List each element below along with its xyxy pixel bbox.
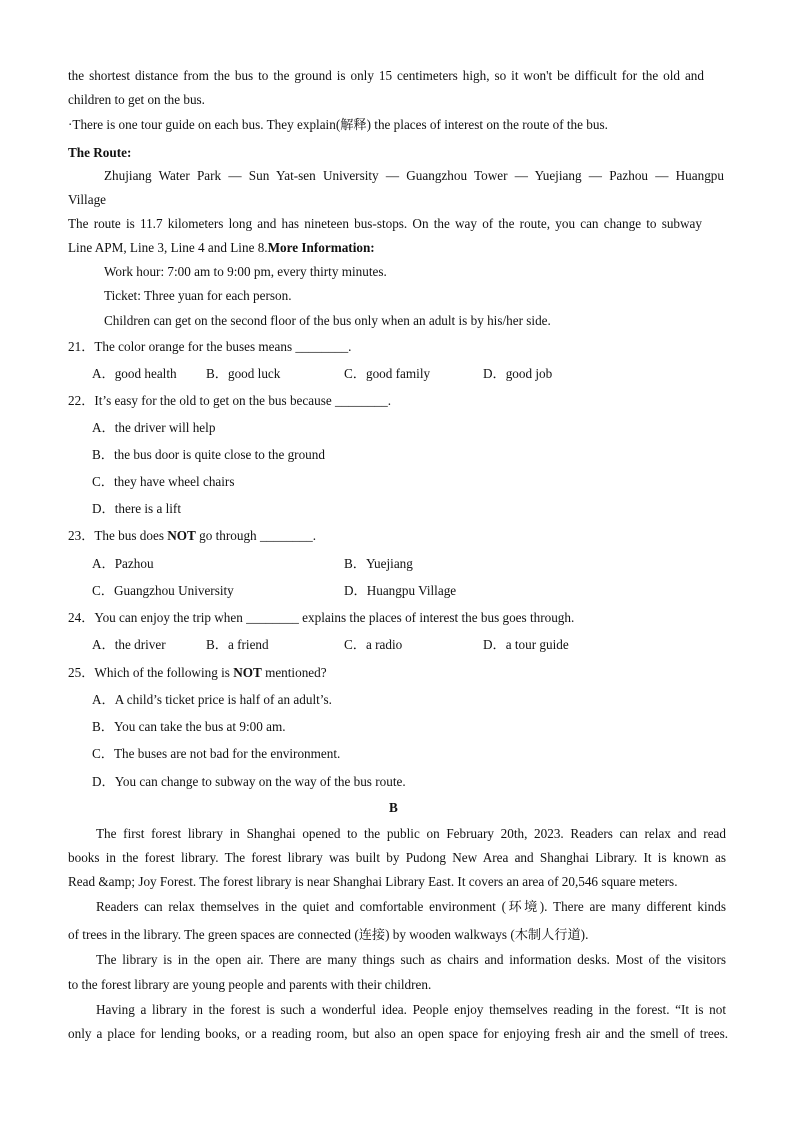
route-info: The route is 11.7 kilometers long and has nineteen bus-stops. On the way of the route, you can change to subway	[68, 216, 702, 231]
question-22: 22．It’s easy for the old to get on the bus because ________.	[68, 393, 392, 408]
option: B．You can take the bus at 9:00 am.	[92, 719, 286, 734]
route-stops-end: Village	[68, 192, 107, 207]
option: C．a radio	[344, 637, 403, 652]
question-23: 23．The bus does NOT go through ________.	[68, 528, 316, 543]
option: B．good luck	[206, 366, 281, 381]
option: A．the driver	[92, 637, 166, 652]
option: C．Guangzhou University	[92, 583, 234, 598]
option: D．You can change to subway on the way of the bus route.	[92, 774, 406, 789]
passage-b-line: of trees in the library. The green spaces are connected (连接) by wooden walkways (木制人行道).	[68, 927, 589, 942]
option: C．they have wheel chairs	[92, 474, 235, 489]
option: B．Yuejiang	[344, 556, 413, 571]
route-heading: The Route:	[68, 145, 132, 160]
passage-b-line: Readers can relax themselves in the quiet and comfortable environment (环境). There are many different kinds	[96, 899, 726, 914]
option: C．good family	[344, 366, 431, 381]
option: B．a friend	[206, 637, 269, 652]
option: A．A child’s ticket price is half of an adult’s.	[92, 692, 332, 707]
passage-a-line: the shortest distance from the bus to the ground is only 15 centimeters high, so it won't be difficult for the old and	[68, 68, 704, 83]
passage-b-line: only a place for lending books, or a reading room, but also an open space for enjoying fresh air and the smell of trees.	[68, 1026, 728, 1041]
option: D．good job	[483, 366, 553, 381]
work-hour: Work hour: 7:00 am to 9:00 pm, every thirty minutes.	[104, 264, 387, 279]
route-stops: Zhujiang Water Park — Sun Yat-sen University — Guangzhou Tower — Yuejiang — Pazhou — Huangpu	[104, 168, 724, 183]
section-heading: B	[389, 800, 398, 815]
passage-b-line: books in the forest library. The forest library was built by Pudong New Area and Shanghai Library. It is known as	[68, 850, 726, 865]
route-info-end: Line APM, Line 3, Line 4 and Line 8.More Information:	[68, 240, 375, 255]
option: D．a tour guide	[483, 637, 569, 652]
option: A．Pazhou	[92, 556, 154, 571]
option: C．The buses are not bad for the environment.	[92, 746, 341, 761]
passage-b-line: Read &amp; Joy Forest. The forest library is near Shanghai Library East. It covers an area of 20,546 square meters.	[68, 874, 678, 889]
passage-b-line: to the forest library are young people and parents with their children.	[68, 977, 432, 992]
option: A．the driver will help	[92, 420, 216, 435]
more-info-heading: More Information:	[267, 240, 375, 255]
option: D．Huangpu Village	[344, 583, 457, 598]
option: A．good health	[92, 366, 177, 381]
passage-b-line: The library is in the open air. There are many things such as chairs and information desks. Most of the visitors	[96, 952, 726, 967]
ticket-info: Ticket: Three yuan for each person.	[104, 288, 292, 303]
passage-b-line: The first forest library in Shanghai opened to the public on February 20th, 2023. Readers can relax and read	[96, 826, 726, 841]
passage-a-line: children to get on the bus.	[68, 92, 205, 107]
passage-b-line: Having a library in the forest is such a wonderful idea. People enjoy themselves reading in the forest. “It is not	[96, 1002, 726, 1017]
passage-a-line: ·There is one tour guide on each bus. They explain(解释) the places of interest on the route of the bus.	[68, 117, 608, 132]
children-info: Children can get on the second floor of the bus only when an adult is by his/her side.	[104, 313, 551, 328]
option: D．there is a lift	[92, 501, 181, 516]
question-25: 25．Which of the following is NOT mentioned?	[68, 665, 327, 680]
option: B．the bus door is quite close to the ground	[92, 447, 325, 462]
question-24: 24．You can enjoy the trip when ________ explains the places of interest the bus goes through.	[68, 610, 575, 625]
question-21: 21．The color orange for the buses means ________.	[68, 339, 352, 354]
